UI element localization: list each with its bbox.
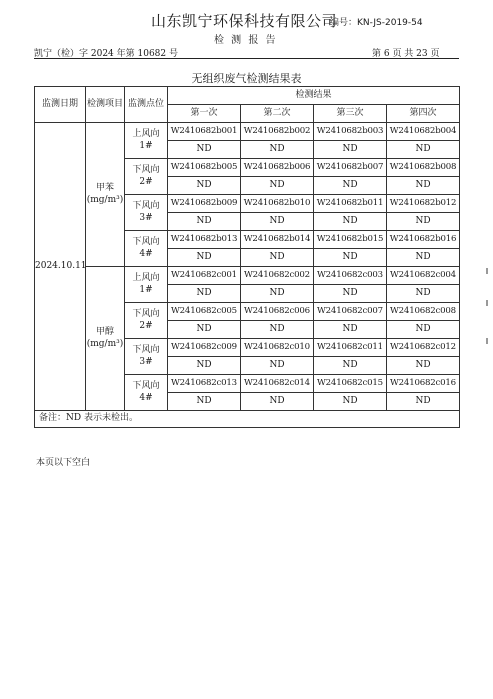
result-value: ND [168,177,241,195]
monitoring-point-number: 2# [139,320,153,331]
monitoring-point-name: 下风向 [132,345,160,356]
sample-id: W2410682b007 [314,159,387,177]
result-value: ND [314,141,387,159]
sample-id: W2410682c003 [314,267,387,285]
sample-id: W2410682c008 [387,303,460,321]
monitoring-point [125,123,168,159]
sample-id: W2410682c014 [241,375,314,393]
test-item-unit: (mg/m³) [86,194,124,205]
result-value: ND [314,357,387,375]
col-header-round: 第二次 [241,105,314,123]
result-value: ND [241,249,314,267]
result-value: ND [387,357,460,375]
result-value: ND [387,141,460,159]
col-header-round: 第一次 [168,105,241,123]
result-value: ND [241,357,314,375]
sample-id: W2410682c012 [387,339,460,357]
monitoring-point-name: 下风向 [132,237,160,248]
result-value: ND [387,249,460,267]
table-title: 无组织废气检测结果表 [191,72,302,85]
sample-id: W2410682b003 [314,123,387,141]
monitoring-point-number: 1# [139,140,153,151]
monitoring-point-number: 3# [139,356,153,367]
document-code: 编号：KN-JS-2019-54 [330,18,423,28]
col-header-results: 检测结果 [168,87,460,105]
results-table [34,86,460,428]
header-rule [34,58,459,59]
sample-id: W2410682b005 [168,159,241,177]
col-header-item: 检测项目 [86,87,125,123]
result-value: ND [241,285,314,303]
sample-id: W2410682c001 [168,267,241,285]
page-footer: 本页以下空白 [36,458,91,468]
sample-id: W2410682c009 [168,339,241,357]
col-header-round: 第四次 [387,105,460,123]
monitoring-point [125,267,168,303]
table-header-row [35,87,460,105]
scan-mark [486,338,488,344]
monitoring-point [125,375,168,411]
monitoring-point [125,231,168,267]
scan-mark [486,268,488,274]
test-item [86,267,125,411]
monitoring-point [125,159,168,195]
sample-id: W2410682b004 [387,123,460,141]
col-header-point: 监测点位 [125,87,168,123]
sample-id: W2410682c005 [168,303,241,321]
result-value: ND [168,393,241,411]
sample-id: W2410682c016 [387,375,460,393]
sample-id: W2410682b006 [241,159,314,177]
result-value: ND [387,393,460,411]
sample-id: W2410682c006 [241,303,314,321]
result-value: ND [168,213,241,231]
sample-id: W2410682c010 [241,339,314,357]
result-value: ND [168,285,241,303]
sample-id: W2410682b014 [241,231,314,249]
col-header-date: 监测日期 [35,87,86,123]
sample-id: W2410682b011 [314,195,387,213]
monitoring-point [125,195,168,231]
test-item-name: 甲苯 [95,183,114,194]
sample-id: W2410682b001 [168,123,241,141]
company-name: 山东凯宁环保科技有限公司 [151,12,338,30]
monitoring-point-name: 下风向 [132,381,160,392]
report-number: 凯宁（检）字 2024 年第 10682 号 [34,49,178,59]
result-value: ND [241,321,314,339]
monitoring-point-name: 上风向 [132,129,160,140]
result-value: ND [314,177,387,195]
result-value: ND [314,249,387,267]
result-value: ND [314,213,387,231]
monitoring-point-name: 下风向 [132,165,160,176]
sample-id: W2410682b015 [314,231,387,249]
sample-id: W2410682c011 [314,339,387,357]
monitoring-point-number: 1# [139,284,153,295]
sample-id: W2410682b012 [387,195,460,213]
result-value: ND [314,285,387,303]
monitoring-point [125,339,168,375]
table-note-row [35,411,460,428]
result-value: ND [314,321,387,339]
sample-id: W2410682c015 [314,375,387,393]
sample-id: W2410682b013 [168,231,241,249]
monitoring-point-name: 下风向 [132,201,160,212]
test-item [86,123,125,267]
sample-id: W2410682b009 [168,195,241,213]
result-value: ND [168,249,241,267]
result-value: ND [241,141,314,159]
scan-mark [486,300,488,306]
monitoring-point [125,303,168,339]
table-note: 备注：ND 表示未检出。 [35,411,460,428]
table-row [35,123,460,141]
monitoring-date: 2024.10.11 [35,123,86,411]
result-value: ND [168,321,241,339]
test-item-unit: (mg/m³) [86,338,124,349]
col-header-round: 第三次 [314,105,387,123]
result-value: ND [168,357,241,375]
result-value: ND [241,177,314,195]
result-value: ND [314,393,387,411]
sample-id: W2410682b002 [241,123,314,141]
result-value: ND [387,213,460,231]
result-value: ND [241,213,314,231]
sample-id: W2410682b016 [387,231,460,249]
result-value: ND [387,321,460,339]
sample-id: W2410682c013 [168,375,241,393]
result-value: ND [241,393,314,411]
monitoring-point-name: 下风向 [132,309,160,320]
monitoring-point-number: 3# [139,212,153,223]
sample-id: W2410682b008 [387,159,460,177]
sample-id: W2410682c002 [241,267,314,285]
page-info: 第 6 页 共 23 页 [372,49,440,59]
table-row [35,267,460,285]
test-item-name: 甲醇 [95,327,114,338]
monitoring-point-number: 4# [139,248,153,259]
monitoring-point-number: 4# [139,392,153,403]
sample-id: W2410682b010 [241,195,314,213]
result-value: ND [387,177,460,195]
sample-id: W2410682c007 [314,303,387,321]
result-value: ND [387,285,460,303]
monitoring-point-number: 2# [139,176,153,187]
monitoring-point-name: 上风向 [132,273,160,284]
sample-id: W2410682c004 [387,267,460,285]
document-type: 检 测 报 告 [214,35,278,46]
result-value: ND [168,141,241,159]
